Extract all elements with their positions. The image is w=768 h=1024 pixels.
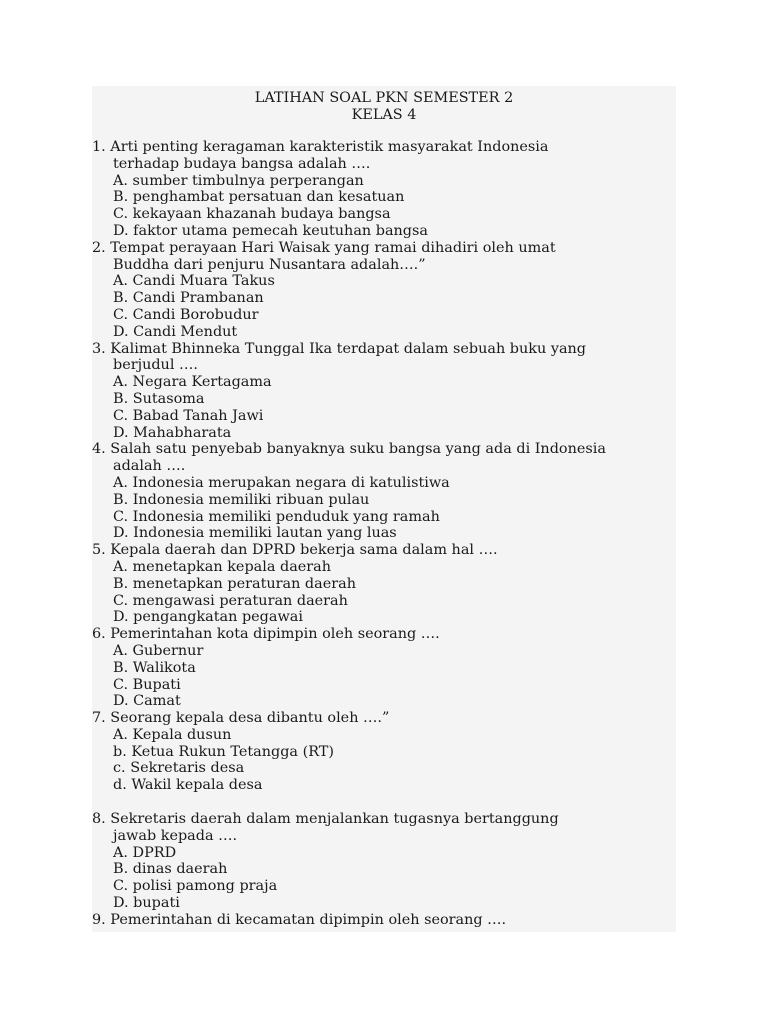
answer-option: B. dinas daerah bbox=[113, 861, 228, 878]
answer-option: D. Mahabharata bbox=[113, 424, 232, 441]
question-text: Buddha dari penjuru Nusantara adalah….” bbox=[113, 256, 426, 273]
answer-option: B. Indonesia memiliki ribuan pulau bbox=[113, 491, 370, 508]
question-item bbox=[92, 139, 692, 240]
question-text: terhadap budaya bangsa adalah …. bbox=[113, 155, 371, 172]
answer-option: C. Bupati bbox=[113, 676, 181, 693]
answer-option: D. pengangkatan pegawai bbox=[113, 609, 303, 626]
answer-option: C. mengawasi peraturan daerah bbox=[113, 592, 348, 609]
answer-option: B. Candi Prambanan bbox=[113, 290, 264, 307]
answer-option: C. Candi Borobudur bbox=[113, 306, 259, 323]
question-item bbox=[92, 912, 692, 929]
document-header bbox=[92, 90, 676, 123]
answer-option: A. Kepala dusun bbox=[113, 726, 232, 743]
question-text: 7. Seorang kepala desa dibantu oleh ….” bbox=[92, 710, 390, 727]
answer-option: A. Negara Kertagama bbox=[113, 374, 272, 391]
document-subtitle: KELAS 4 bbox=[351, 106, 417, 123]
question-item bbox=[92, 626, 692, 710]
answer-option: C. Indonesia memiliki penduduk yang ramah bbox=[113, 508, 440, 525]
question-text: 5. Kepala daerah dan DPRD bekerja sama dalam hal …. bbox=[92, 542, 498, 559]
answer-option: b. Ketua Rukun Tetangga (RT) bbox=[113, 743, 334, 760]
answer-option: D. faktor utama pemecah keutuhan bangsa bbox=[113, 222, 428, 239]
question-text: 6. Pemerintahan kota dipimpin oleh seorang …. bbox=[92, 626, 440, 643]
answer-option: B. Sutasoma bbox=[113, 390, 205, 407]
question-item bbox=[92, 710, 692, 794]
answer-option: B. penghambat persatuan dan kesatuan bbox=[113, 189, 405, 206]
answer-option: A. Gubernur bbox=[113, 642, 204, 659]
question-item bbox=[92, 240, 692, 341]
answer-option: A. Indonesia merupakan negara di katulistiwa bbox=[113, 474, 450, 491]
question-text: 9. Pemerintahan di kecamatan dipimpin oleh seorang …. bbox=[92, 911, 507, 928]
answer-option: d. Wakil kepala desa bbox=[113, 777, 263, 794]
answer-option: C. kekayaan khazanah budaya bangsa bbox=[113, 206, 391, 223]
question-item bbox=[92, 542, 692, 626]
question-list bbox=[92, 139, 692, 929]
question-text: jawab kepada …. bbox=[113, 827, 238, 844]
question-text: berjudul …. bbox=[113, 357, 198, 374]
answer-option: C. polisi pamong praja bbox=[113, 878, 278, 895]
answer-option: A. Candi Muara Takus bbox=[113, 273, 275, 290]
question-text: 8. Sekretaris daerah dalam menjalankan tugasnya bertanggung bbox=[92, 811, 559, 828]
answer-option: B. menetapkan peraturan daerah bbox=[113, 575, 356, 592]
answer-option: D. Camat bbox=[113, 693, 181, 710]
answer-option: c. Sekretaris desa bbox=[113, 760, 245, 777]
answer-option: B. Walikota bbox=[113, 659, 196, 676]
answer-option: D. bupati bbox=[113, 895, 180, 912]
answer-option: A. sumber timbulnya perperangan bbox=[113, 172, 364, 189]
question-text: 1. Arti penting keragaman karakteristik masyarakat Indonesia bbox=[92, 139, 549, 155]
question-text: 4. Salah satu penyebab banyaknya suku bangsa yang ada di Indonesia bbox=[92, 441, 606, 458]
spacer bbox=[92, 794, 692, 811]
answer-option: A. menetapkan kepala daerah bbox=[113, 558, 332, 575]
question-text: adalah …. bbox=[113, 458, 186, 475]
question-item bbox=[92, 811, 692, 912]
question-item bbox=[92, 341, 692, 442]
question-text: 3. Kalimat Bhinneka Tunggal Ika terdapat dalam sebuah buku yang bbox=[92, 340, 587, 357]
answer-option: A. DPRD bbox=[113, 844, 177, 861]
document-title: LATIHAN SOAL PKN SEMESTER 2 bbox=[254, 90, 514, 106]
answer-option: D. Indonesia memiliki lautan yang luas bbox=[113, 525, 397, 542]
answer-option: D. Candi Mendut bbox=[113, 323, 238, 340]
answer-option: C. Babad Tanah Jawi bbox=[113, 407, 264, 424]
question-text: 2. Tempat perayaan Hari Waisak yang ramai dihadiri oleh umat bbox=[92, 239, 556, 256]
question-item bbox=[92, 441, 692, 542]
